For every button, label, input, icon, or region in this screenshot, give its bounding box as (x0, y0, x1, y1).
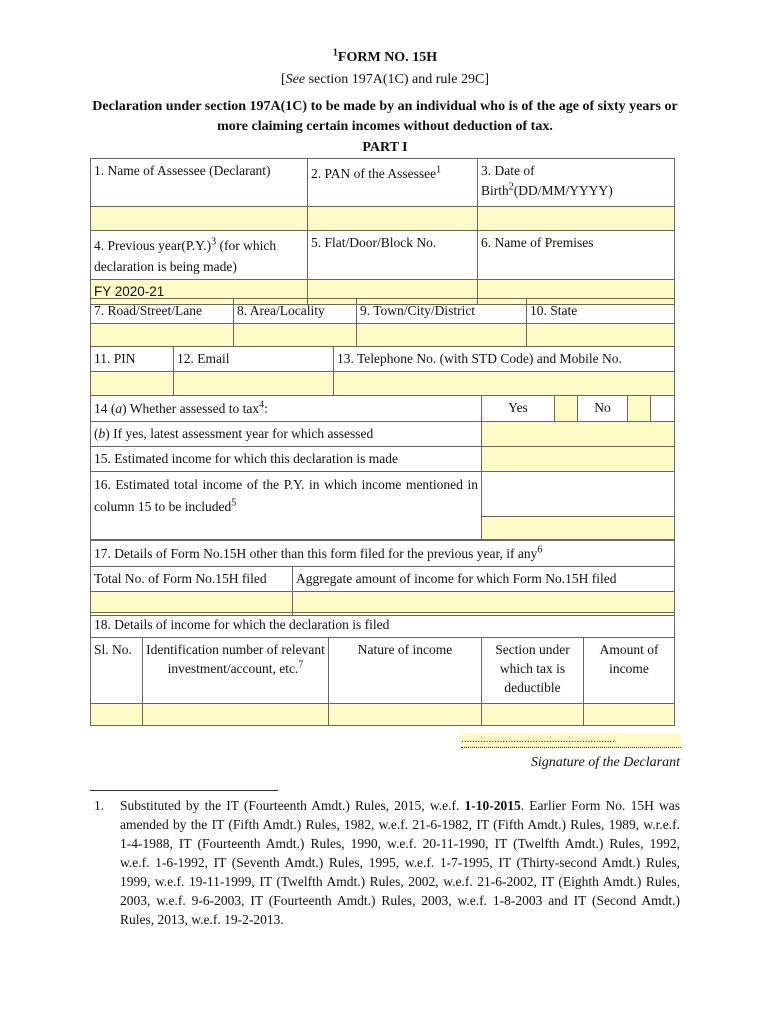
label-whether-assessed: 14 (a) Whether assessed to tax$^4$: (91, 396, 482, 422)
spacer-total-income (482, 472, 675, 517)
table-contact (90, 346, 675, 396)
table-previous-forms (90, 540, 675, 616)
label-estimated-income: 15. Estimated income for which this declaration is made (91, 447, 482, 472)
label-state: 10. State (527, 299, 675, 324)
header-section: Section under which tax is deductible (482, 638, 584, 704)
form-title: $^1$FORM NO. 15H (332, 47, 438, 65)
input-latest-assessment-year[interactable] (482, 422, 675, 447)
header-sl-no: Sl. No. (91, 638, 143, 704)
footnote-number: 1. (94, 798, 105, 813)
part-heading: PART I (362, 140, 408, 155)
label-name-of-assessee: 1. Name of Assessee (Declarant) (91, 159, 308, 207)
footnote (94, 796, 680, 929)
label-date-of-birth: 3. Date of Birth$^2$(DD/MM/YYYY) (478, 159, 675, 207)
label-details-form15h: 17. Details of Form No.15H other than this form filed for the previous year, if any$^6$ (91, 541, 675, 567)
input-previous-year[interactable]: FY 2020-21 (91, 280, 308, 305)
input-name-of-assessee[interactable] (91, 207, 308, 231)
table-personal (90, 158, 675, 305)
label-flat-door-block: 5. Flat/Door/Block No. (308, 231, 478, 280)
input-nature-of-income[interactable] (329, 704, 482, 726)
input-road-street-lane[interactable] (91, 324, 234, 347)
signature-label: Signature of the Declarant (530, 755, 680, 770)
table-tax-details (90, 395, 675, 540)
signature-field[interactable]: ........................................................ (461, 733, 681, 748)
table-income-details (90, 612, 675, 726)
label-area-locality: 8. Area/Locality (234, 299, 357, 324)
label-latest-assessment-year: (b) If yes, latest assessment year for which assessed (91, 422, 482, 447)
label-estimated-total-income: 16. Estimated total income of the P.Y. in which income mentioned in column 15 to be included$^5$ (91, 472, 482, 540)
label-road-street-lane: 7. Road/Street/Lane (91, 299, 234, 324)
checkbox-no[interactable] (628, 396, 651, 422)
label-yes: Yes (482, 396, 555, 422)
input-estimated-total-income[interactable] (482, 517, 675, 540)
input-state[interactable] (527, 324, 675, 347)
label-details-of-income: 18. Details of income for which the declaration is filed (91, 613, 675, 638)
input-pan[interactable] (308, 207, 478, 231)
label-email: 12. Email (174, 347, 334, 372)
label-total-forms-filed: Total No. of Form No.15H filed (91, 567, 293, 592)
input-section[interactable] (482, 704, 584, 726)
checkbox-yes[interactable] (555, 396, 578, 422)
table-address (90, 298, 675, 347)
label-town-city-district: 9. Town/City/District (357, 299, 527, 324)
label-previous-year: 4. Previous $year(P.Y.)^3$ (for which declaration is being made) (91, 231, 308, 280)
footnote-rule (90, 790, 278, 791)
input-pin[interactable] (91, 372, 174, 396)
input-town-city-district[interactable] (357, 324, 527, 347)
label-name-of-premises: 6. Name of Premises (478, 231, 675, 280)
input-telephone[interactable] (334, 372, 675, 396)
label-pin: 11. PIN (91, 347, 174, 372)
label-telephone: 13. Telephone No. (with STD Code) and Mobile No. (334, 347, 675, 372)
input-area-locality[interactable] (234, 324, 357, 347)
header-nature-of-income: Nature of income (329, 638, 482, 704)
input-email[interactable] (174, 372, 334, 396)
label-aggregate-amount: Aggregate amount of income for which Form No.15H filed (293, 567, 675, 592)
input-amount-of-income[interactable] (584, 704, 675, 726)
form-subtitle: [See section 197A(1C) and rule 29C] (280, 72, 490, 87)
footnote-text: Substituted by the IT (Fourteenth Amdt.) Rules, 2015, w.e.f. 1-10-2015. Earlier Form No. 15H was amended by the IT (Fifth Amdt.) Rules, 1982, w.e.f. 21-6-1982, IT (Fifth Amdt.) Rules, 1989, w.r.e.f. 1-4-1988, IT (Fourteenth Amdt.) Rules, 1990, w.e.f. 20-11-1990, IT (Twelfth Amdt.) Rules, 1992, w.e.f. 1-6-1992, IT (Seventh Amdt.) Rules, 1995, w.e.f. 1-7-1995, IT (Thirty-second Amdt.) Rules, 1999, w.e.f. 19-11-1999, IT (Twelfth Amdt.) Rules, 2002, w.e.f. 21-6-2002, IT (Eighth Amdt.) Rules, 2003, w.e.f. 9-6-2003, IT (Fourteenth Amdt.) Rules, 2003, w.e.f. 1-8-2003 and IT (Second Amdt.) Rules, 2013, w.e.f. 19-2-2013. (120, 798, 680, 927)
input-estimated-income[interactable] (482, 447, 675, 472)
label-pan: 2. PAN of the Assessee$^1$ (308, 159, 478, 207)
input-identification-number[interactable] (143, 704, 329, 726)
input-sl-no[interactable] (91, 704, 143, 726)
spacer-cell (651, 396, 675, 422)
declaration-heading: Declaration under section 197A(1C) to be made by an individual who is of the age of sixty years or more claiming certain incomes without deduction of tax. (92, 99, 678, 134)
label-no: No (578, 396, 628, 422)
input-date-of-birth[interactable] (478, 207, 675, 231)
header-identification-number: Identification number of relevant investment/account, etc.$^7$ (143, 638, 329, 704)
header-amount-of-income: Amount of income (584, 638, 675, 704)
